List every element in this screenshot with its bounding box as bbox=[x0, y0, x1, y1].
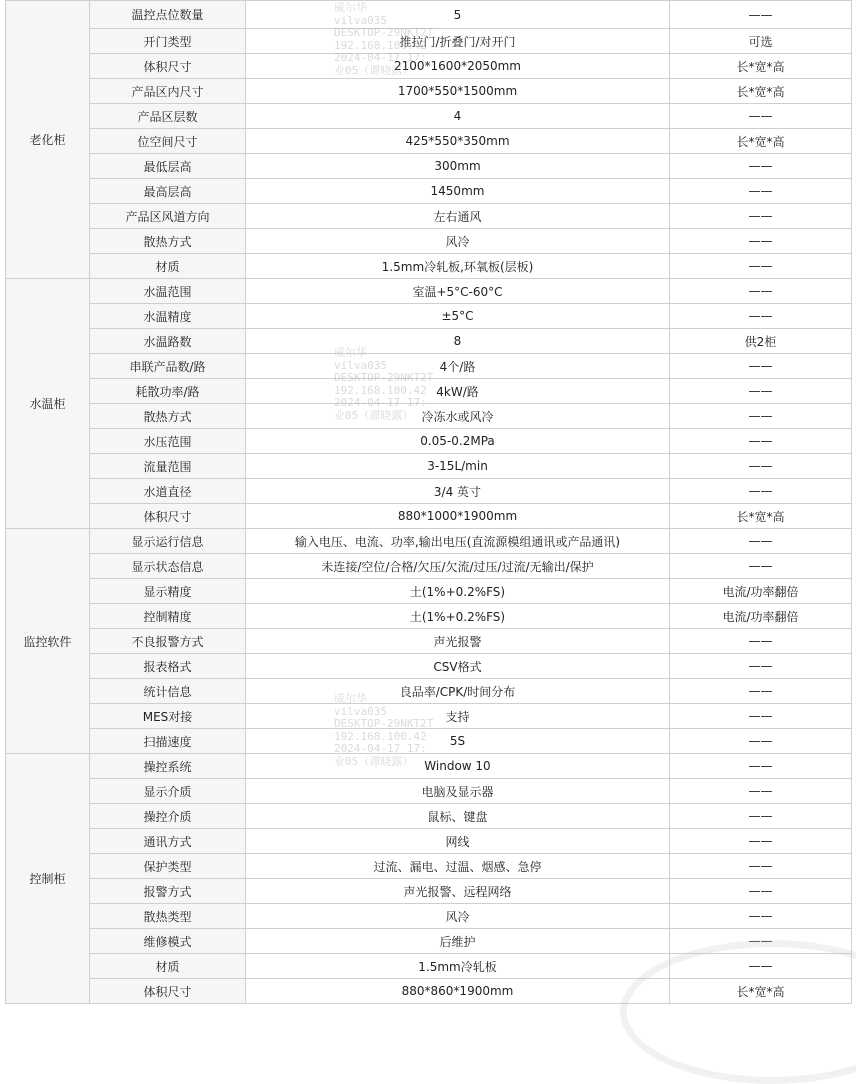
table-row bbox=[6, 379, 852, 404]
watermark-line: vilva035 bbox=[334, 13, 387, 27]
item-cell: 温控点位数量 bbox=[90, 1, 246, 29]
watermark-line: vilva035 bbox=[334, 358, 387, 372]
item-cell: 开门类型 bbox=[90, 29, 246, 54]
value-cell: 8 bbox=[246, 329, 670, 354]
note-cell: —— bbox=[670, 679, 852, 704]
note-cell: 长*宽*高 bbox=[670, 54, 852, 79]
value-cell: 冷冻水或风冷 bbox=[246, 404, 670, 429]
item-cell: 散热类型 bbox=[90, 904, 246, 929]
value-cell: 风冷 bbox=[246, 904, 670, 929]
item-cell: 水压范围 bbox=[90, 429, 246, 454]
category-cell: 控制柜 bbox=[6, 754, 90, 1004]
watermark-line: DESKTOP-29NKT2T bbox=[334, 26, 434, 39]
item-cell: 散热方式 bbox=[90, 229, 246, 254]
value-cell: 土(1%+0.2%FS) bbox=[246, 579, 670, 604]
table-row bbox=[6, 1, 852, 29]
note-cell: —— bbox=[670, 654, 852, 679]
table-row bbox=[6, 554, 852, 579]
table-row bbox=[6, 304, 852, 329]
note-cell: —— bbox=[670, 154, 852, 179]
table-row bbox=[6, 754, 852, 779]
table-row bbox=[6, 829, 852, 854]
item-cell: 材质 bbox=[90, 954, 246, 979]
category-cell: 监控软件 bbox=[6, 529, 90, 754]
category-cell: 水温柜 bbox=[6, 279, 90, 529]
table-row bbox=[6, 104, 852, 129]
table-row bbox=[6, 429, 852, 454]
value-cell: 鼠标、键盘 bbox=[246, 804, 670, 829]
value-cell: 4个/路 bbox=[246, 354, 670, 379]
note-cell: —— bbox=[670, 1, 852, 29]
note-cell: —— bbox=[670, 554, 852, 579]
note-cell: —— bbox=[670, 904, 852, 929]
table-row bbox=[6, 654, 852, 679]
item-cell: 位空间尺寸 bbox=[90, 129, 246, 154]
table-row bbox=[6, 529, 852, 554]
note-cell: —— bbox=[670, 929, 852, 954]
watermark-line: 2024-04-17 17: bbox=[334, 396, 427, 409]
watermark-line: 192.168.100.42 bbox=[334, 729, 427, 743]
value-cell: 声光报警、远程网络 bbox=[246, 879, 670, 904]
watermark-line: 业05（谭晓露） bbox=[334, 63, 414, 77]
table-row bbox=[6, 179, 852, 204]
value-cell: 支持 bbox=[246, 704, 670, 729]
value-cell: 室温+5°C-60°C bbox=[246, 279, 670, 304]
value-cell: 4 bbox=[246, 104, 670, 129]
value-cell: 网线 bbox=[246, 829, 670, 854]
value-cell: 风冷 bbox=[246, 229, 670, 254]
note-cell: —— bbox=[670, 454, 852, 479]
value-cell: 5 bbox=[246, 1, 670, 29]
item-cell: 散热方式 bbox=[90, 404, 246, 429]
value-cell: 425*550*350mm bbox=[246, 129, 670, 154]
note-cell: —— bbox=[670, 279, 852, 304]
item-cell: 水温路数 bbox=[90, 329, 246, 354]
value-cell: 3-15L/min bbox=[246, 454, 670, 479]
table-row bbox=[6, 604, 852, 629]
watermark-line: 192.168.100.42 bbox=[334, 38, 427, 52]
item-cell: 体积尺寸 bbox=[90, 979, 246, 1004]
item-cell: 控制精度 bbox=[90, 604, 246, 629]
note-cell: —— bbox=[670, 629, 852, 654]
note-cell: 长*宽*高 bbox=[670, 504, 852, 529]
table-row bbox=[6, 679, 852, 704]
note-cell: —— bbox=[670, 354, 852, 379]
item-cell: MES对接 bbox=[90, 704, 246, 729]
note-cell: 长*宽*高 bbox=[670, 979, 852, 1004]
note-cell: —— bbox=[670, 829, 852, 854]
value-cell: 3/4 英寸 bbox=[246, 479, 670, 504]
item-cell: 产品区层数 bbox=[90, 104, 246, 129]
value-cell: 未连接/空位/合格/欠压/欠流/过压/过流/无输出/保护 bbox=[246, 554, 670, 579]
note-cell: —— bbox=[670, 854, 852, 879]
table-row bbox=[6, 454, 852, 479]
note-cell: —— bbox=[670, 379, 852, 404]
note-cell: —— bbox=[670, 804, 852, 829]
item-cell: 水温范围 bbox=[90, 279, 246, 304]
table-row bbox=[6, 579, 852, 604]
watermark-line: 威尔华 bbox=[334, 346, 367, 359]
note-cell: —— bbox=[670, 479, 852, 504]
value-cell: 300mm bbox=[246, 154, 670, 179]
table-row bbox=[6, 254, 852, 279]
item-cell: 显示精度 bbox=[90, 579, 246, 604]
value-cell: 1700*550*1500mm bbox=[246, 79, 670, 104]
item-cell: 显示状态信息 bbox=[90, 554, 246, 579]
item-cell: 产品区内尺寸 bbox=[90, 79, 246, 104]
table-row bbox=[6, 79, 852, 104]
note-cell: 供2柜 bbox=[670, 329, 852, 354]
note-cell: 长*宽*高 bbox=[670, 129, 852, 154]
table-row bbox=[6, 629, 852, 654]
value-cell: 880*1000*1900mm bbox=[246, 504, 670, 529]
item-cell: 流量范围 bbox=[90, 454, 246, 479]
value-cell: 4kW/路 bbox=[246, 379, 670, 404]
note-cell: —— bbox=[670, 704, 852, 729]
item-cell: 保护类型 bbox=[90, 854, 246, 879]
note-cell: 电流/功率翻倍 bbox=[670, 579, 852, 604]
table-row bbox=[6, 354, 852, 379]
watermark-line: 业05（谭晓露） bbox=[334, 408, 414, 422]
note-cell: —— bbox=[670, 729, 852, 754]
table-row bbox=[6, 854, 852, 879]
table-row bbox=[6, 54, 852, 79]
item-cell: 水道直径 bbox=[90, 479, 246, 504]
note-cell: —— bbox=[670, 104, 852, 129]
table-row bbox=[6, 329, 852, 354]
watermark-line: 2024-04-17 17: bbox=[334, 742, 427, 755]
note-cell: —— bbox=[670, 179, 852, 204]
table-row bbox=[6, 954, 852, 979]
item-cell: 耗散功率/路 bbox=[90, 379, 246, 404]
value-cell: 0.05-0.2MPa bbox=[246, 429, 670, 454]
item-cell: 不良报警方式 bbox=[90, 629, 246, 654]
item-cell: 操控介质 bbox=[90, 804, 246, 829]
watermark-line: 2024-04-17 17: bbox=[334, 51, 427, 64]
note-cell: —— bbox=[670, 754, 852, 779]
note-cell: —— bbox=[670, 429, 852, 454]
table-row bbox=[6, 129, 852, 154]
item-cell: 串联产品数/路 bbox=[90, 354, 246, 379]
spec-table bbox=[5, 0, 852, 1004]
table-row bbox=[6, 154, 852, 179]
item-cell: 报警方式 bbox=[90, 879, 246, 904]
table-row bbox=[6, 704, 852, 729]
item-cell: 报表格式 bbox=[90, 654, 246, 679]
item-cell: 体积尺寸 bbox=[90, 504, 246, 529]
item-cell: 统计信息 bbox=[90, 679, 246, 704]
watermark-line: vilva035 bbox=[334, 704, 387, 718]
item-cell: 最高层高 bbox=[90, 179, 246, 204]
note-cell: —— bbox=[670, 529, 852, 554]
item-cell: 体积尺寸 bbox=[90, 54, 246, 79]
note-cell: —— bbox=[670, 229, 852, 254]
note-cell: —— bbox=[670, 254, 852, 279]
value-cell: 2100*1600*2050mm bbox=[246, 54, 670, 79]
note-cell: 电流/功率翻倍 bbox=[670, 604, 852, 629]
item-cell: 操控系统 bbox=[90, 754, 246, 779]
watermark-line: DESKTOP-29NKT2T bbox=[334, 371, 434, 384]
note-cell: —— bbox=[670, 204, 852, 229]
value-cell: ±5°C bbox=[246, 304, 670, 329]
value-cell: 推拉门/折叠门/对开门 bbox=[246, 29, 670, 54]
value-cell: 1.5mm冷轧板 bbox=[246, 954, 670, 979]
note-cell: 可选 bbox=[670, 29, 852, 54]
table-row bbox=[6, 279, 852, 304]
watermark-line: 业05（谭晓露） bbox=[334, 754, 414, 768]
value-cell: 后维护 bbox=[246, 929, 670, 954]
value-cell: CSV格式 bbox=[246, 654, 670, 679]
value-cell: 良品率/CPK/时间分布 bbox=[246, 679, 670, 704]
note-cell: —— bbox=[670, 779, 852, 804]
table-row bbox=[6, 879, 852, 904]
watermark-line: DESKTOP-29NKT2T bbox=[334, 717, 434, 730]
note-cell: —— bbox=[670, 954, 852, 979]
note-cell: 长*宽*高 bbox=[670, 79, 852, 104]
table-row bbox=[6, 729, 852, 754]
table-row bbox=[6, 929, 852, 954]
note-cell: —— bbox=[670, 879, 852, 904]
value-cell: 电脑及显示器 bbox=[246, 779, 670, 804]
item-cell: 显示介质 bbox=[90, 779, 246, 804]
table-row bbox=[6, 404, 852, 429]
table-row bbox=[6, 204, 852, 229]
value-cell: 1.5mm冷轧板,环氧板(层板) bbox=[246, 254, 670, 279]
note-cell: —— bbox=[670, 304, 852, 329]
watermark-line: 威尔华 bbox=[334, 1, 367, 14]
item-cell: 产品区风道方向 bbox=[90, 204, 246, 229]
table-row bbox=[6, 229, 852, 254]
value-cell: 1450mm bbox=[246, 179, 670, 204]
value-cell: 过流、漏电、过温、烟感、急停 bbox=[246, 854, 670, 879]
item-cell: 最低层高 bbox=[90, 154, 246, 179]
value-cell: 土(1%+0.2%FS) bbox=[246, 604, 670, 629]
item-cell: 显示运行信息 bbox=[90, 529, 246, 554]
value-cell: 5S bbox=[246, 729, 670, 754]
note-cell: —— bbox=[670, 404, 852, 429]
value-cell: 输入电压、电流、功率,输出电压(直流源模组通讯或产品通讯) bbox=[246, 529, 670, 554]
table-row bbox=[6, 804, 852, 829]
item-cell: 扫描速度 bbox=[90, 729, 246, 754]
watermark-line: 威尔华 bbox=[334, 692, 367, 705]
table-row bbox=[6, 479, 852, 504]
table-row bbox=[6, 904, 852, 929]
value-cell: Window 10 bbox=[246, 754, 670, 779]
item-cell: 材质 bbox=[90, 254, 246, 279]
value-cell: 声光报警 bbox=[246, 629, 670, 654]
value-cell: 左右通风 bbox=[246, 204, 670, 229]
item-cell: 通讯方式 bbox=[90, 829, 246, 854]
table-row bbox=[6, 779, 852, 804]
table-row bbox=[6, 504, 852, 529]
value-cell: 880*860*1900mm bbox=[246, 979, 670, 1004]
item-cell: 水温精度 bbox=[90, 304, 246, 329]
table-row bbox=[6, 29, 852, 54]
watermark-line: 192.168.100.42 bbox=[334, 383, 427, 397]
table-row bbox=[6, 979, 852, 1004]
category-cell: 老化柜 bbox=[6, 1, 90, 279]
item-cell: 维修模式 bbox=[90, 929, 246, 954]
